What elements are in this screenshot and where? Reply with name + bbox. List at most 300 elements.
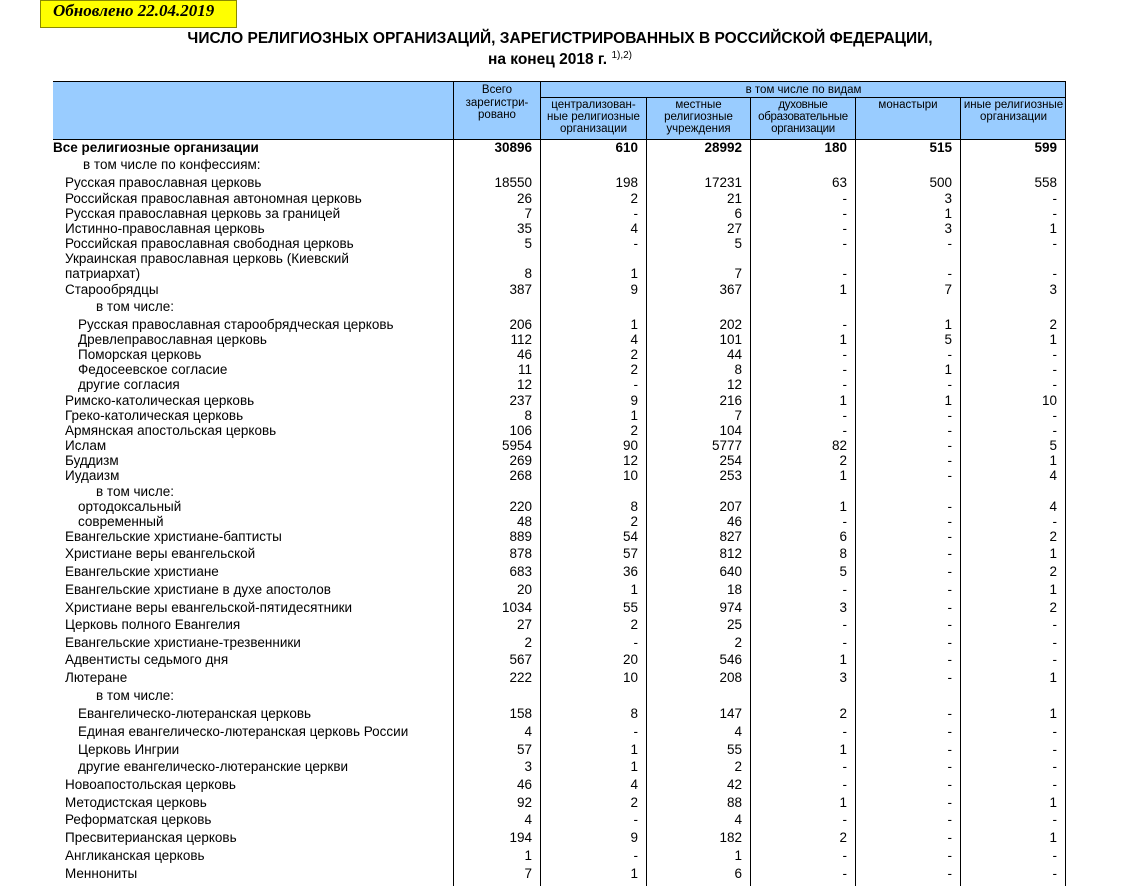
row-value: - xyxy=(842,206,847,221)
row-value: 42 xyxy=(726,777,742,792)
row-value: 2 xyxy=(630,617,638,632)
row-value: 25 xyxy=(726,617,742,632)
row-value: 10 xyxy=(622,468,638,483)
row-value: 974 xyxy=(719,600,742,615)
row-value: 4 xyxy=(734,724,742,739)
table-row xyxy=(0,377,1122,392)
table-row xyxy=(0,266,1122,281)
row-value: - xyxy=(947,468,952,483)
row-value: - xyxy=(842,347,847,362)
row-value: 2 xyxy=(630,423,638,438)
row-label: Единая евангелическо-лютеранская церковь России xyxy=(78,724,409,739)
row-value: - xyxy=(1052,635,1057,650)
row-value: - xyxy=(842,848,847,863)
row-value: 44 xyxy=(726,347,742,362)
row-value: 17231 xyxy=(704,175,742,190)
row-value: 1 xyxy=(734,848,742,863)
row-label: Христиане веры евангельской-пятидесятники xyxy=(65,600,353,615)
row-value: - xyxy=(1052,423,1057,438)
row-value: 1 xyxy=(839,795,847,810)
row-value: 28992 xyxy=(704,140,742,155)
row-label: в том числе: xyxy=(96,484,174,499)
row-value: 1 xyxy=(1049,453,1057,468)
row-value: 4 xyxy=(524,812,532,827)
table-row xyxy=(0,564,1122,579)
row-value: - xyxy=(842,408,847,423)
row-value: 7 xyxy=(944,282,952,297)
row-value: - xyxy=(842,236,847,251)
row-value: - xyxy=(947,670,952,685)
row-label: Старообрядцы xyxy=(65,282,159,297)
table-row xyxy=(0,317,1122,332)
row-value: 5 xyxy=(524,236,532,251)
row-value: 82 xyxy=(831,438,847,453)
row-value: - xyxy=(947,408,952,423)
row-value: 63 xyxy=(831,175,847,190)
table-row xyxy=(0,830,1122,845)
row-value: - xyxy=(947,546,952,561)
row-value: 2 xyxy=(734,759,742,774)
row-value: 202 xyxy=(719,317,742,332)
table-row xyxy=(0,408,1122,423)
row-value: 1 xyxy=(1049,582,1057,597)
row-value: 3 xyxy=(1049,282,1057,297)
table-row xyxy=(0,423,1122,438)
row-value: 1 xyxy=(524,848,532,863)
row-value: 2 xyxy=(630,514,638,529)
row-value: 1 xyxy=(1049,221,1057,236)
row-value: 640 xyxy=(719,564,742,579)
row-value: 46 xyxy=(516,347,532,362)
row-value: 1 xyxy=(839,393,847,408)
row-label: современный xyxy=(78,514,164,529)
row-value: 254 xyxy=(719,453,742,468)
row-label: Церковь Ингрии xyxy=(78,742,180,757)
row-value: - xyxy=(1052,652,1057,667)
row-value: 206 xyxy=(509,317,532,332)
row-value: 2 xyxy=(839,706,847,721)
row-value: - xyxy=(633,812,638,827)
row-value: - xyxy=(947,635,952,650)
row-value: 2 xyxy=(1049,317,1057,332)
table-row xyxy=(0,299,1122,314)
row-value: - xyxy=(947,830,952,845)
row-value: - xyxy=(842,221,847,236)
row-value: 1 xyxy=(1049,795,1057,810)
row-value: 27 xyxy=(726,221,742,236)
row-label: Армянская апостольская церковь xyxy=(65,423,277,438)
row-value: - xyxy=(1052,347,1057,362)
row-value: 1 xyxy=(944,206,952,221)
row-value: 7 xyxy=(734,266,742,281)
table-row xyxy=(0,706,1122,721)
row-value: 46 xyxy=(726,514,742,529)
row-value: - xyxy=(947,706,952,721)
row-value: - xyxy=(947,795,952,810)
row-value: 18550 xyxy=(494,175,532,190)
row-label: Евангельские христиане xyxy=(65,564,219,579)
row-value: - xyxy=(947,582,952,597)
row-value: 546 xyxy=(719,652,742,667)
row-value: 8 xyxy=(734,362,742,377)
row-value: 827 xyxy=(719,529,742,544)
row-value: - xyxy=(947,759,952,774)
row-value: 2 xyxy=(1049,600,1057,615)
row-value: - xyxy=(1052,866,1057,881)
row-value: 1 xyxy=(630,408,638,423)
table-row xyxy=(0,529,1122,544)
row-value: - xyxy=(633,377,638,392)
row-value: - xyxy=(947,377,952,392)
row-value: 2 xyxy=(630,362,638,377)
row-value: 6 xyxy=(839,529,847,544)
row-value: 4 xyxy=(734,812,742,827)
table-row xyxy=(0,206,1122,221)
row-value: 1 xyxy=(1049,332,1057,347)
table-row xyxy=(0,795,1122,810)
row-value: 55 xyxy=(622,600,638,615)
row-value: 10 xyxy=(1041,393,1057,408)
table-row xyxy=(0,438,1122,453)
row-label: Евангелическо-лютеранская церковь xyxy=(78,706,312,721)
row-value: 4 xyxy=(524,724,532,739)
row-value: 54 xyxy=(622,529,638,544)
row-label: патриархат) xyxy=(65,266,141,281)
col-header-monasteries: монастыри xyxy=(878,99,938,111)
row-value: 18 xyxy=(726,582,742,597)
row-value: 1 xyxy=(630,742,638,757)
row-label: Христиане веры евангельской xyxy=(65,546,256,561)
row-value: 2 xyxy=(839,830,847,845)
row-value: 4 xyxy=(1049,468,1057,483)
row-value: - xyxy=(842,191,847,206)
row-value: - xyxy=(842,759,847,774)
table-row xyxy=(0,499,1122,514)
row-value: - xyxy=(1052,777,1057,792)
row-value: 180 xyxy=(824,140,847,155)
row-label: Российская православная автономная церковь xyxy=(65,191,362,206)
row-value: 812 xyxy=(719,546,742,561)
row-value: 5954 xyxy=(501,438,532,453)
row-value: 9 xyxy=(630,830,638,845)
row-value: 889 xyxy=(509,529,532,544)
row-value: - xyxy=(947,266,952,281)
row-label: Русская православная церковь за границей xyxy=(65,206,341,221)
table-row xyxy=(0,347,1122,362)
row-label: Евангельские христиане-трезвенники xyxy=(65,635,301,650)
table-row xyxy=(0,140,1122,155)
row-value: 57 xyxy=(622,546,638,561)
table-row xyxy=(0,670,1122,685)
row-value: 5777 xyxy=(711,438,742,453)
row-value: - xyxy=(842,617,847,632)
row-value: 8 xyxy=(839,546,847,561)
row-label: другие евангелическо-лютеранские церкви xyxy=(78,759,349,774)
row-value: - xyxy=(1052,759,1057,774)
row-value: - xyxy=(1052,362,1057,377)
row-value: - xyxy=(947,777,952,792)
row-value: 208 xyxy=(719,670,742,685)
row-value: - xyxy=(947,652,952,667)
table-row xyxy=(0,724,1122,739)
row-value: 11 xyxy=(517,362,532,377)
row-value: 1 xyxy=(944,393,952,408)
row-value: 2 xyxy=(734,635,742,650)
row-value: - xyxy=(842,423,847,438)
row-value: 268 xyxy=(509,468,532,483)
row-value: 57 xyxy=(516,742,532,757)
row-value: - xyxy=(947,812,952,827)
row-value: 194 xyxy=(509,830,532,845)
row-value: 5 xyxy=(1049,438,1057,453)
row-value: 1 xyxy=(630,759,638,774)
row-value: 500 xyxy=(929,175,952,190)
row-value: 6 xyxy=(734,866,742,881)
row-value: - xyxy=(1052,236,1057,251)
row-value: 36 xyxy=(622,564,638,579)
row-value: 12 xyxy=(726,377,742,392)
row-value: 3 xyxy=(944,191,952,206)
row-label: Римско-католическая церковь xyxy=(65,393,255,408)
row-label: Русская православная старообрядческая церковь xyxy=(78,317,394,332)
row-label: Федосеевское согласие xyxy=(78,362,228,377)
row-label: в том числе: xyxy=(96,299,174,314)
row-value: 12 xyxy=(622,453,638,468)
table-row xyxy=(0,546,1122,561)
table-row xyxy=(0,175,1122,190)
row-value: 92 xyxy=(516,795,532,810)
table-row xyxy=(0,742,1122,757)
row-value: 101 xyxy=(719,332,742,347)
row-value: - xyxy=(842,514,847,529)
row-value: 7 xyxy=(734,408,742,423)
row-value: - xyxy=(947,347,952,362)
row-value: - xyxy=(947,600,952,615)
row-value: 9 xyxy=(630,282,638,297)
table-row xyxy=(0,362,1122,377)
row-value: 1 xyxy=(630,317,638,332)
row-label: Поморская церковь xyxy=(78,347,202,362)
title-line-2: на конец 2018 г. $^{1),2)}$ xyxy=(487,50,632,69)
row-label: ортодоксальный xyxy=(78,499,182,514)
table-row xyxy=(0,191,1122,206)
row-value: - xyxy=(947,453,952,468)
row-value: 1 xyxy=(1049,830,1057,845)
table-row xyxy=(0,582,1122,597)
row-value: 8 xyxy=(524,266,532,281)
row-value: - xyxy=(1052,742,1057,757)
row-value: 269 xyxy=(509,453,532,468)
row-value: 30896 xyxy=(494,140,532,155)
row-value: - xyxy=(947,724,952,739)
row-value: 4 xyxy=(630,332,638,347)
header-group-border xyxy=(541,97,1066,98)
row-label: Евангельские христиане-баптисты xyxy=(65,529,282,544)
table-row xyxy=(0,484,1122,499)
row-value: 558 xyxy=(1034,175,1057,190)
row-value: 207 xyxy=(719,499,742,514)
row-value: 599 xyxy=(1034,140,1057,155)
row-value: 3 xyxy=(524,759,532,774)
table-row xyxy=(0,221,1122,236)
row-value: - xyxy=(1052,191,1057,206)
row-value: 104 xyxy=(719,423,742,438)
row-value: 198 xyxy=(615,175,638,190)
col-header-group: в том числе по видам xyxy=(745,84,862,96)
col-header-total: Всего зарегистри-ровано xyxy=(465,84,529,121)
row-value: 1 xyxy=(839,332,847,347)
row-value: 5 xyxy=(734,236,742,251)
table-row xyxy=(0,393,1122,408)
row-value: 3 xyxy=(839,670,847,685)
row-value: 182 xyxy=(719,830,742,845)
table-row xyxy=(0,812,1122,827)
row-value: 90 xyxy=(622,438,638,453)
row-value: - xyxy=(842,582,847,597)
table-row xyxy=(0,236,1122,251)
row-value: 3 xyxy=(944,221,952,236)
row-value: 26 xyxy=(516,191,532,206)
row-value: 147 xyxy=(719,706,742,721)
row-value: 878 xyxy=(509,546,532,561)
table-row xyxy=(0,453,1122,468)
row-value: - xyxy=(947,617,952,632)
row-value: 9 xyxy=(630,393,638,408)
table-row xyxy=(0,652,1122,667)
table-row xyxy=(0,514,1122,529)
row-value: 12 xyxy=(516,377,532,392)
row-label: в том числе: xyxy=(96,688,174,703)
row-value: 567 xyxy=(509,652,532,667)
row-label: Лютеране xyxy=(65,670,128,685)
row-label: Церковь полного Евангелия xyxy=(65,617,241,632)
col-header-centralized: централизован-ные религиозные организации xyxy=(547,99,640,135)
row-label: Реформатская церковь xyxy=(65,812,212,827)
row-value: - xyxy=(842,724,847,739)
table-row xyxy=(0,282,1122,297)
table-row xyxy=(0,617,1122,632)
page-title xyxy=(60,30,1060,68)
row-value: 1 xyxy=(839,652,847,667)
row-value: 1034 xyxy=(501,600,532,615)
row-label: в том числе по конфессиям: xyxy=(83,157,261,172)
row-value: - xyxy=(1052,514,1057,529)
row-label: Адвентисты седьмого дня xyxy=(65,652,229,667)
row-value: - xyxy=(842,317,847,332)
row-value: 367 xyxy=(719,282,742,297)
col-header-education: духовные образовательные организации xyxy=(758,99,848,135)
row-label: Ислам xyxy=(65,438,107,453)
row-value: 216 xyxy=(719,393,742,408)
row-value: - xyxy=(947,529,952,544)
row-value: 46 xyxy=(516,777,532,792)
row-value: 1 xyxy=(1049,706,1057,721)
row-value: - xyxy=(1052,206,1057,221)
row-value: 2 xyxy=(630,347,638,362)
row-label: Англиканская церковь xyxy=(65,848,205,863)
row-value: - xyxy=(842,266,847,281)
row-value: 112 xyxy=(510,332,532,347)
table-row xyxy=(0,468,1122,483)
table-row xyxy=(0,332,1122,347)
row-label: другие согласия xyxy=(78,377,180,392)
row-value: - xyxy=(1052,408,1057,423)
table-row xyxy=(0,866,1122,881)
row-label: Методистская церковь xyxy=(65,795,207,810)
table-row xyxy=(0,600,1122,615)
row-value: - xyxy=(947,423,952,438)
row-label: Российская православная свободная церковь xyxy=(65,236,354,251)
row-value: - xyxy=(947,438,952,453)
row-value: 1 xyxy=(944,317,952,332)
row-value: - xyxy=(947,742,952,757)
row-label: Новоапостольская церковь xyxy=(65,777,236,792)
row-value: 106 xyxy=(509,423,532,438)
row-value: 253 xyxy=(719,468,742,483)
row-value: 20 xyxy=(516,582,532,597)
row-value: - xyxy=(633,635,638,650)
table-row xyxy=(0,759,1122,774)
row-value: - xyxy=(842,812,847,827)
row-value: 1 xyxy=(839,468,847,483)
row-value: 220 xyxy=(509,499,532,514)
row-value: 48 xyxy=(516,514,532,529)
row-value: - xyxy=(1052,266,1057,281)
row-value: - xyxy=(947,564,952,579)
row-value: - xyxy=(842,362,847,377)
col-header-other: иные религиозные организации xyxy=(963,99,1064,123)
row-value: - xyxy=(1052,848,1057,863)
table-row xyxy=(0,251,1122,266)
row-value: 4 xyxy=(1049,499,1057,514)
row-value: - xyxy=(1052,617,1057,632)
row-value: 1 xyxy=(630,266,638,281)
row-value: - xyxy=(947,499,952,514)
row-label: Евангельские христиане в духе апостолов xyxy=(65,582,331,597)
table-row xyxy=(0,157,1122,172)
updated-date-label: Обновлено 22.04.2019 xyxy=(40,0,237,28)
row-value: 1 xyxy=(1049,670,1057,685)
row-value: 1 xyxy=(839,499,847,514)
row-value: 222 xyxy=(509,670,532,685)
row-label: Древлеправославная церковь xyxy=(78,332,267,347)
row-value: 237 xyxy=(509,393,532,408)
row-value: 3 xyxy=(839,600,847,615)
row-value: - xyxy=(633,848,638,863)
row-value: 683 xyxy=(509,564,532,579)
row-value: 5 xyxy=(839,564,847,579)
row-value: - xyxy=(842,777,847,792)
row-value: 2 xyxy=(630,795,638,810)
row-value: 7 xyxy=(524,866,532,881)
row-value: 55 xyxy=(726,742,742,757)
row-value: - xyxy=(947,866,952,881)
row-value: 515 xyxy=(929,140,952,155)
row-value: 21 xyxy=(726,191,742,206)
row-value: 20 xyxy=(622,652,638,667)
row-label: Истинно-православная церковь xyxy=(65,221,265,236)
row-value: 8 xyxy=(630,499,638,514)
row-value: 35 xyxy=(516,221,532,236)
row-label: Украинская православная церковь (Киевский xyxy=(65,251,349,266)
row-value: - xyxy=(633,206,638,221)
row-value: - xyxy=(633,236,638,251)
row-value: - xyxy=(842,377,847,392)
row-label: Русская православная церковь xyxy=(65,175,262,190)
row-value: 5 xyxy=(944,332,952,347)
row-value: 1 xyxy=(839,742,847,757)
row-value: 10 xyxy=(622,670,638,685)
